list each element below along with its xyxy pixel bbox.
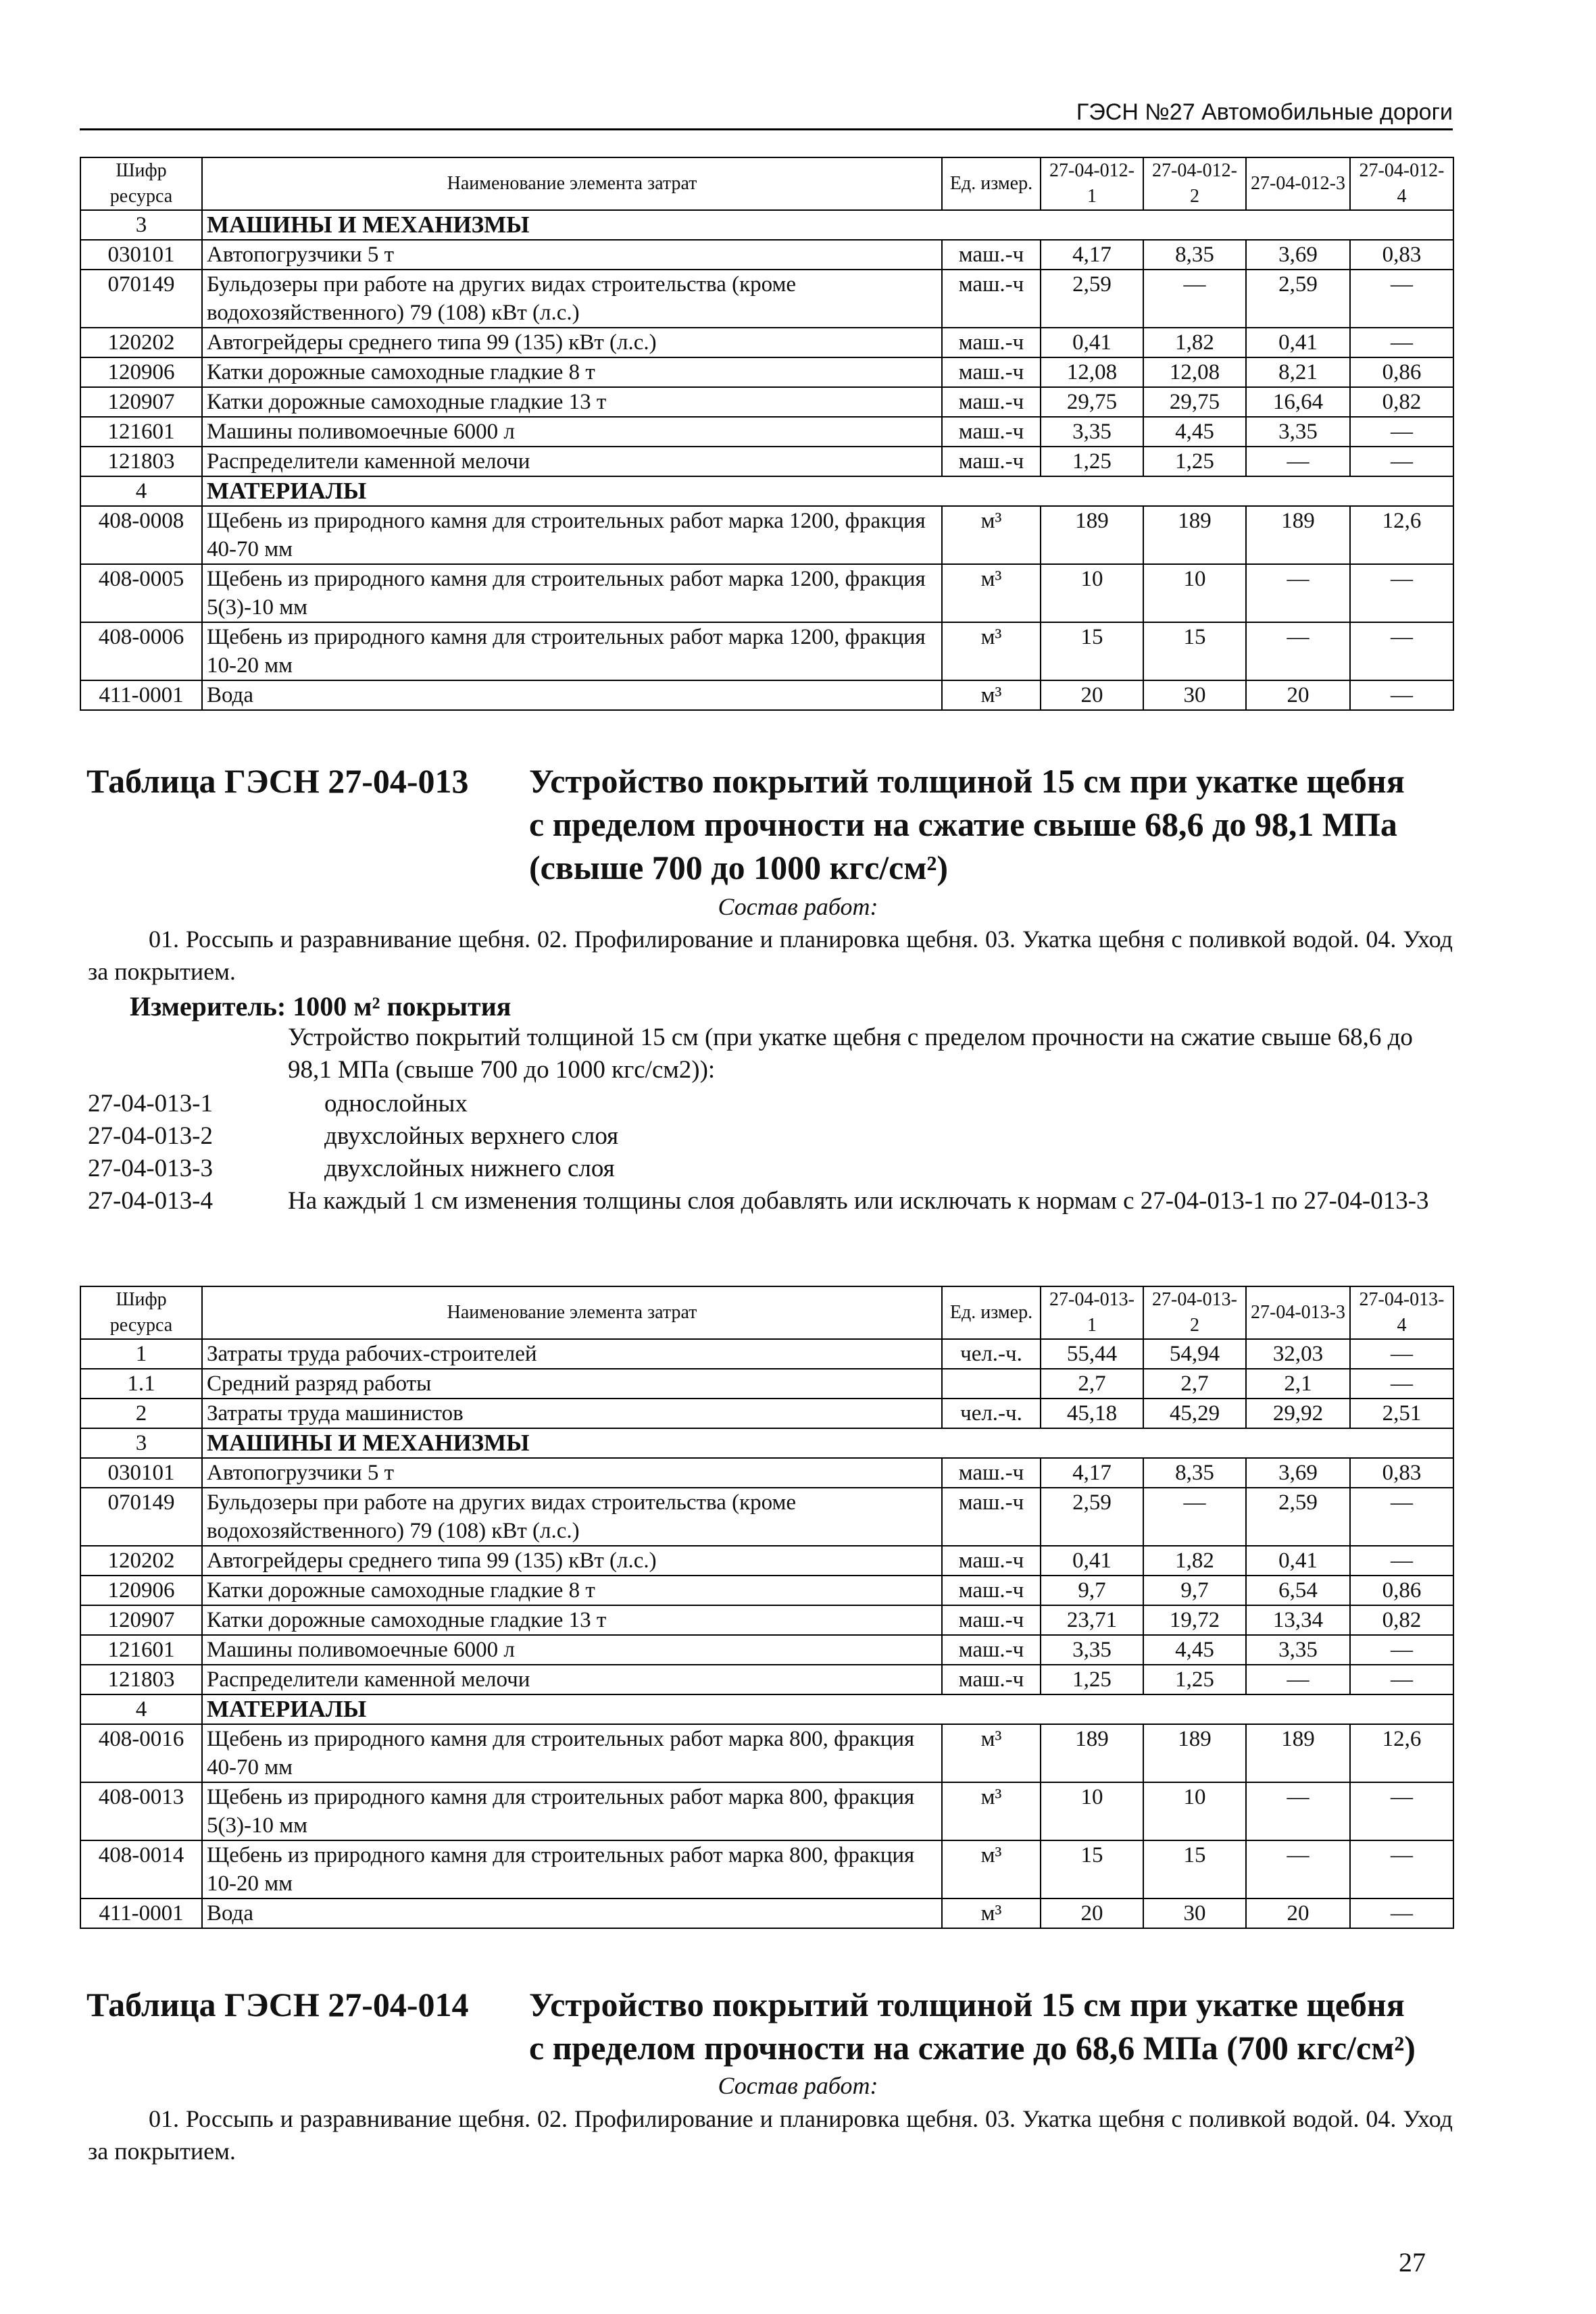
norm-value: 0,41	[1246, 1546, 1350, 1576]
norm-value: 2,51	[1350, 1399, 1453, 1428]
resource-code: 120906	[80, 1576, 202, 1605]
table-row	[80, 622, 1453, 680]
resource-code: 030101	[80, 240, 202, 270]
norm-value: 20	[1041, 680, 1143, 710]
unit-cell	[942, 1369, 1041, 1399]
header-unit: Ед. измер.	[942, 157, 1041, 210]
cost-element-name: Затраты труда машинистов	[202, 1399, 942, 1428]
unit-cell: м³	[942, 564, 1041, 622]
norm-value: 30	[1143, 680, 1246, 710]
cost-element-name: Щебень из природного камня для строительных работ марка 1200, фракция 10-20 мм	[202, 622, 942, 680]
norm-value: 3,35	[1246, 417, 1350, 447]
unit-cell: маш.-ч	[942, 270, 1041, 328]
header-name: Наименование элемента затрат	[202, 1286, 942, 1339]
unit-cell: маш.-ч	[942, 1635, 1041, 1665]
norm-value: 4,45	[1143, 417, 1246, 447]
table-row	[80, 328, 1453, 357]
norm-value: —	[1143, 1488, 1246, 1546]
resource-code: 070149	[80, 270, 202, 328]
header-col-2: 27-04-013-2	[1143, 1286, 1246, 1339]
running-header: ГЭСН №27 Автомобильные дороги	[1076, 99, 1453, 125]
table-label: Таблица ГЭСН 27-04-014	[86, 1986, 469, 2023]
resource-code: 1.1	[80, 1369, 202, 1399]
norm-value: 20	[1041, 1898, 1143, 1928]
resource-code: 121601	[80, 1635, 202, 1665]
norm-value: 30	[1143, 1898, 1246, 1928]
norm-value: 9,7	[1041, 1576, 1143, 1605]
resource-code: 120202	[80, 1546, 202, 1576]
norm-value: 1,82	[1143, 1546, 1246, 1576]
table-title-line: (свыше 700 до 1000 кгс/см²)	[529, 849, 949, 886]
cost-element-name: Щебень из природного камня для строительных работ марка 800, фракция 40-70 мм	[202, 1724, 942, 1782]
cost-element-name: Автогрейдеры среднего типа 99 (135) кВт (л.с.)	[202, 1546, 942, 1576]
norm-value: —	[1350, 1665, 1453, 1694]
norm-value: —	[1350, 1369, 1453, 1399]
variant-text: однослойных	[324, 1090, 468, 1117]
norm-value: 10	[1041, 564, 1143, 622]
header-col-2: 27-04-012-2	[1143, 157, 1246, 210]
table-row	[80, 387, 1453, 417]
table-title-line: с пределом прочности на сжатие до 68,6 МПа (700 кгс/см²)	[529, 2029, 1416, 2067]
section-title: МАТЕРИАЛЫ	[202, 1694, 1453, 1724]
norm-value: —	[1350, 1782, 1453, 1840]
norm-value: 2,1	[1246, 1369, 1350, 1399]
section-row	[80, 476, 1453, 506]
cost-element-name: Вода	[202, 1898, 942, 1928]
table-title	[529, 1983, 1462, 2069]
table-row	[80, 1458, 1453, 1488]
norm-value: 0,86	[1350, 1576, 1453, 1605]
unit-cell: м³	[942, 506, 1041, 564]
norm-value: —	[1350, 1840, 1453, 1898]
table-row	[80, 1724, 1453, 1782]
norm-value: 1,25	[1041, 1665, 1143, 1694]
norm-value: 4,45	[1143, 1635, 1246, 1665]
table-row	[80, 680, 1453, 710]
table-row	[80, 1665, 1453, 1694]
unit-cell: маш.-ч	[942, 1605, 1041, 1635]
norm-value: 32,03	[1246, 1339, 1350, 1369]
works-caption: Состав работ:	[718, 893, 878, 920]
variant-code: 27-04-013-1	[88, 1090, 213, 1117]
cost-element-name: Средний разряд работы	[202, 1369, 942, 1399]
table-title-line: с пределом прочности на сжатие свыше 68,6 до 98,1 МПа	[529, 805, 1397, 843]
norm-value: 3,69	[1246, 240, 1350, 270]
variant-text: двухслойных верхнего слоя	[324, 1122, 619, 1150]
norm-value: —	[1246, 622, 1350, 680]
works-text: 01. Россыпь и разравнивание щебня. 02. Профилирование и планировка щебня. 03. Укатка щебня с поливкой водой. 04. Уход за покрытием.	[88, 2105, 1453, 2165]
unit-cell: маш.-ч	[942, 1576, 1041, 1605]
table-heading-013	[86, 759, 1453, 895]
norm-value: 189	[1143, 1724, 1246, 1782]
table-title-line: Устройство покрытий толщиной 15 см при укатке щебня	[529, 1986, 1405, 2023]
resource-code: 408-0016	[80, 1724, 202, 1782]
table-header-row	[80, 157, 1453, 210]
resource-code: 4	[80, 476, 202, 506]
unit-cell: маш.-ч	[942, 1488, 1041, 1546]
unit-cell: маш.-ч	[942, 417, 1041, 447]
table-row	[80, 564, 1453, 622]
unit-cell: маш.-ч	[942, 1665, 1041, 1694]
resource-code: 411-0001	[80, 680, 202, 710]
resource-code: 121803	[80, 447, 202, 476]
norm-value: 8,21	[1246, 357, 1350, 387]
table-body	[80, 1339, 1453, 1928]
norm-value: 1,82	[1143, 328, 1246, 357]
unit-cell: маш.-ч	[942, 387, 1041, 417]
norm-value: 189	[1246, 1724, 1350, 1782]
norm-value: 55,44	[1041, 1339, 1143, 1369]
norm-value: 2,7	[1143, 1369, 1246, 1399]
unit-cell: маш.-ч	[942, 240, 1041, 270]
norm-value: 0,41	[1246, 328, 1350, 357]
measure-unit: Измеритель: 1000 м² покрытия	[130, 991, 512, 1022]
norm-value: 189	[1041, 1724, 1143, 1782]
cost-element-name: Щебень из природного камня для строительных работ марка 800, фракция 10-20 мм	[202, 1840, 942, 1898]
norm-value: 12,08	[1143, 357, 1246, 387]
cost-element-name: Щебень из природного камня для строительных работ марка 1200, фракция 5(3)-10 мм	[202, 564, 942, 622]
cost-element-name: Автопогрузчики 5 т	[202, 240, 942, 270]
cost-element-name: Вода	[202, 680, 942, 710]
norm-value: 54,94	[1143, 1339, 1246, 1369]
norm-value: —	[1246, 564, 1350, 622]
norm-value: 9,7	[1143, 1576, 1246, 1605]
norm-value: 12,08	[1041, 357, 1143, 387]
cost-element-name: Бульдозеры при работе на других видах строительства (кроме водохозяйственного) 79 (108) кВт (л.с.)	[202, 270, 942, 328]
header-name: Наименование элемента затрат	[202, 157, 942, 210]
header-code: Шифр ресурса	[80, 157, 202, 210]
norm-value: 4,17	[1041, 1458, 1143, 1488]
resource-code: 121803	[80, 1665, 202, 1694]
cost-element-name: Затраты труда рабочих-строителей	[202, 1339, 942, 1369]
cost-element-name: Катки дорожные самоходные гладкие 8 т	[202, 1576, 942, 1605]
norm-value: 1,25	[1041, 447, 1143, 476]
norm-value: 12,6	[1350, 506, 1453, 564]
norm-value: 29,75	[1041, 387, 1143, 417]
table-row	[80, 357, 1453, 387]
norm-description: Устройство покрытий толщиной 15 см (при укатке щебня с пределом прочности на сжатие свыше 68,6 до 98,1 МПа (свыше 700 до 1000 кгс/см2)):	[288, 1024, 1413, 1084]
norm-value: —	[1350, 1488, 1453, 1546]
norm-value: 2,59	[1041, 270, 1143, 328]
header-unit: Ед. измер.	[942, 1286, 1041, 1339]
section-row	[80, 210, 1453, 240]
norm-value: 0,83	[1350, 1458, 1453, 1488]
norm-value: 19,72	[1143, 1605, 1246, 1635]
norm-value: 2,7	[1041, 1369, 1143, 1399]
norm-value: 8,35	[1143, 240, 1246, 270]
works-text: 01. Россыпь и разравнивание щебня. 02. Профилирование и планировка щебня. 03. Укатка щебня с поливкой водой. 04. Уход за покрытием.	[88, 926, 1453, 985]
table-header-row	[80, 1286, 1453, 1339]
unit-cell: м³	[942, 1898, 1041, 1928]
norm-value: —	[1350, 1339, 1453, 1369]
table-body	[80, 210, 1453, 710]
table-row	[80, 1635, 1453, 1665]
norm-table-27-04-012	[80, 157, 1454, 711]
section-row	[80, 1428, 1453, 1458]
section-title: МАШИНЫ И МЕХАНИЗМЫ	[202, 1428, 1453, 1458]
norm-value: 3,35	[1246, 1635, 1350, 1665]
header-col-3: 27-04-013-3	[1246, 1286, 1350, 1339]
table-row	[80, 447, 1453, 476]
resource-code: 408-0014	[80, 1840, 202, 1898]
unit-cell: чел.-ч.	[942, 1339, 1041, 1369]
norm-value: 6,54	[1246, 1576, 1350, 1605]
variant-code: 27-04-013-3	[88, 1155, 213, 1182]
norm-value: 15	[1143, 622, 1246, 680]
unit-cell: м³	[942, 1724, 1041, 1782]
unit-cell: маш.-ч	[942, 1546, 1041, 1576]
norm-value: 12,6	[1350, 1724, 1453, 1782]
norm-value: 20	[1246, 680, 1350, 710]
section-row	[80, 1694, 1453, 1724]
norm-value: 45,29	[1143, 1399, 1246, 1428]
table-row	[80, 1399, 1453, 1428]
norm-value: 189	[1246, 506, 1350, 564]
header-col-4: 27-04-012-4	[1350, 157, 1453, 210]
section-title: МАТЕРИАЛЫ	[202, 476, 1453, 506]
table-row	[80, 1782, 1453, 1840]
norm-value: 1,25	[1143, 1665, 1246, 1694]
cost-element-name: Щебень из природного камня для строительных работ марка 1200, фракция 40-70 мм	[202, 506, 942, 564]
norm-value: 10	[1143, 564, 1246, 622]
norm-value: —	[1350, 564, 1453, 622]
norm-value: 0,82	[1350, 1605, 1453, 1635]
norm-value: 15	[1041, 622, 1143, 680]
cost-element-name: Щебень из природного камня для строительных работ марка 800, фракция 5(3)-10 мм	[202, 1782, 942, 1840]
resource-code: 070149	[80, 1488, 202, 1546]
table-row	[80, 240, 1453, 270]
table-row	[80, 1840, 1453, 1898]
unit-cell: маш.-ч	[942, 328, 1041, 357]
norm-value: 2,59	[1041, 1488, 1143, 1546]
norm-value: —	[1246, 1665, 1350, 1694]
norm-value: —	[1350, 1635, 1453, 1665]
norm-value: 15	[1143, 1840, 1246, 1898]
resource-code: 2	[80, 1399, 202, 1428]
resource-code: 3	[80, 1428, 202, 1458]
norm-value: —	[1350, 622, 1453, 680]
norm-value: —	[1246, 1782, 1350, 1840]
unit-cell: м³	[942, 1840, 1041, 1898]
norm-value: 16,64	[1246, 387, 1350, 417]
section-title: МАШИНЫ И МЕХАНИЗМЫ	[202, 210, 1453, 240]
resource-code: 408-0005	[80, 564, 202, 622]
header-col-3: 27-04-012-3	[1246, 157, 1350, 210]
norm-value: 0,86	[1350, 357, 1453, 387]
norm-value: 3,35	[1041, 417, 1143, 447]
norm-value: 189	[1041, 506, 1143, 564]
norm-value: 0,41	[1041, 328, 1143, 357]
norm-value: 29,75	[1143, 387, 1246, 417]
resource-code: 411-0001	[80, 1898, 202, 1928]
norm-value: 3,35	[1041, 1635, 1143, 1665]
norm-value: 45,18	[1041, 1399, 1143, 1428]
table-row	[80, 1488, 1453, 1546]
norm-value: 13,34	[1246, 1605, 1350, 1635]
norm-value: —	[1246, 1840, 1350, 1898]
unit-cell: м³	[942, 1782, 1041, 1840]
norm-value: —	[1350, 328, 1453, 357]
resource-code: 120906	[80, 357, 202, 387]
norm-value: 189	[1143, 506, 1246, 564]
resource-code: 120907	[80, 387, 202, 417]
variant-code: 27-04-013-4	[88, 1187, 213, 1215]
unit-cell: маш.-ч	[942, 447, 1041, 476]
norm-value: 2,59	[1246, 1488, 1350, 1546]
header-col-1: 27-04-013-1	[1041, 1286, 1143, 1339]
unit-cell: м³	[942, 680, 1041, 710]
table-row	[80, 417, 1453, 447]
table-title-line: Устройство покрытий толщиной 15 см при укатке щебня	[529, 762, 1405, 800]
norm-value: 10	[1143, 1782, 1246, 1840]
header-col-4: 27-04-013-4	[1350, 1286, 1453, 1339]
resource-code: 1	[80, 1339, 202, 1369]
resource-code: 4	[80, 1694, 202, 1724]
norm-value: 4,17	[1041, 240, 1143, 270]
page-number: 27	[1399, 2247, 1426, 2278]
norm-value: 0,83	[1350, 240, 1453, 270]
works-caption: Состав работ:	[718, 2072, 878, 2099]
table-row	[80, 1369, 1453, 1399]
header-col-1: 27-04-012-1	[1041, 157, 1143, 210]
unit-cell: маш.-ч	[942, 357, 1041, 387]
resource-code: 120202	[80, 328, 202, 357]
resource-code: 408-0008	[80, 506, 202, 564]
table-title	[529, 759, 1462, 889]
cost-element-name: Машины поливомоечные 6000 л	[202, 417, 942, 447]
norm-value: 29,92	[1246, 1399, 1350, 1428]
norm-value: 15	[1041, 1840, 1143, 1898]
unit-cell: м³	[942, 622, 1041, 680]
norm-value: —	[1350, 417, 1453, 447]
norm-value: 0,82	[1350, 387, 1453, 417]
resource-code: 408-0013	[80, 1782, 202, 1840]
norm-value: 8,35	[1143, 1458, 1246, 1488]
table-row	[80, 1605, 1453, 1635]
resource-code: 030101	[80, 1458, 202, 1488]
variant-text: двухслойных нижнего слоя	[324, 1155, 615, 1182]
norm-value: —	[1246, 447, 1350, 476]
header-code: Шифр ресурса	[80, 1286, 202, 1339]
norm-value: —	[1350, 1546, 1453, 1576]
header-rule	[80, 128, 1453, 130]
norm-value: 0,41	[1041, 1546, 1143, 1576]
norm-value: —	[1350, 680, 1453, 710]
variant-code: 27-04-013-2	[88, 1122, 213, 1150]
table-row	[80, 1339, 1453, 1369]
norm-value: 3,69	[1246, 1458, 1350, 1488]
resource-code: 121601	[80, 417, 202, 447]
cost-element-name: Бульдозеры при работе на других видах строительства (кроме водохозяйственного) 79 (108) кВт (л.с.)	[202, 1488, 942, 1546]
cost-element-name: Автопогрузчики 5 т	[202, 1458, 942, 1488]
cost-element-name: Автогрейдеры среднего типа 99 (135) кВт (л.с.)	[202, 328, 942, 357]
unit-cell: чел.-ч.	[942, 1399, 1041, 1428]
table-row	[80, 1576, 1453, 1605]
cost-element-name: Катки дорожные самоходные гладкие 13 т	[202, 1605, 942, 1635]
table-row	[80, 1898, 1453, 1928]
resource-code: 408-0006	[80, 622, 202, 680]
table-heading-014	[86, 1983, 1453, 2078]
resource-code: 3	[80, 210, 202, 240]
norm-value: —	[1350, 1898, 1453, 1928]
norm-value: 23,71	[1041, 1605, 1143, 1635]
resource-code: 120907	[80, 1605, 202, 1635]
unit-cell: маш.-ч	[942, 1458, 1041, 1488]
table-row	[80, 1546, 1453, 1576]
norm-value: 10	[1041, 1782, 1143, 1840]
norm-value: —	[1143, 270, 1246, 328]
table-row	[80, 270, 1453, 328]
norm-value: —	[1350, 270, 1453, 328]
cost-element-name: Машины поливомоечные 6000 л	[202, 1635, 942, 1665]
norm-value: —	[1350, 447, 1453, 476]
cost-element-name: Катки дорожные самоходные гладкие 8 т	[202, 357, 942, 387]
norm-value: 1,25	[1143, 447, 1246, 476]
table-row	[80, 506, 1453, 564]
table-label: Таблица ГЭСН 27-04-013	[86, 762, 469, 800]
variant-text: На каждый 1 см изменения толщины слоя добавлять или исключать к нормам с 27-04-013-1 по 27-04-013-3	[288, 1187, 1429, 1215]
norm-table-27-04-013	[80, 1286, 1454, 1929]
norm-value: 20	[1246, 1898, 1350, 1928]
norm-value: 2,59	[1246, 270, 1350, 328]
cost-element-name: Распределители каменной мелочи	[202, 1665, 942, 1694]
cost-element-name: Распределители каменной мелочи	[202, 447, 942, 476]
cost-element-name: Катки дорожные самоходные гладкие 13 т	[202, 387, 942, 417]
